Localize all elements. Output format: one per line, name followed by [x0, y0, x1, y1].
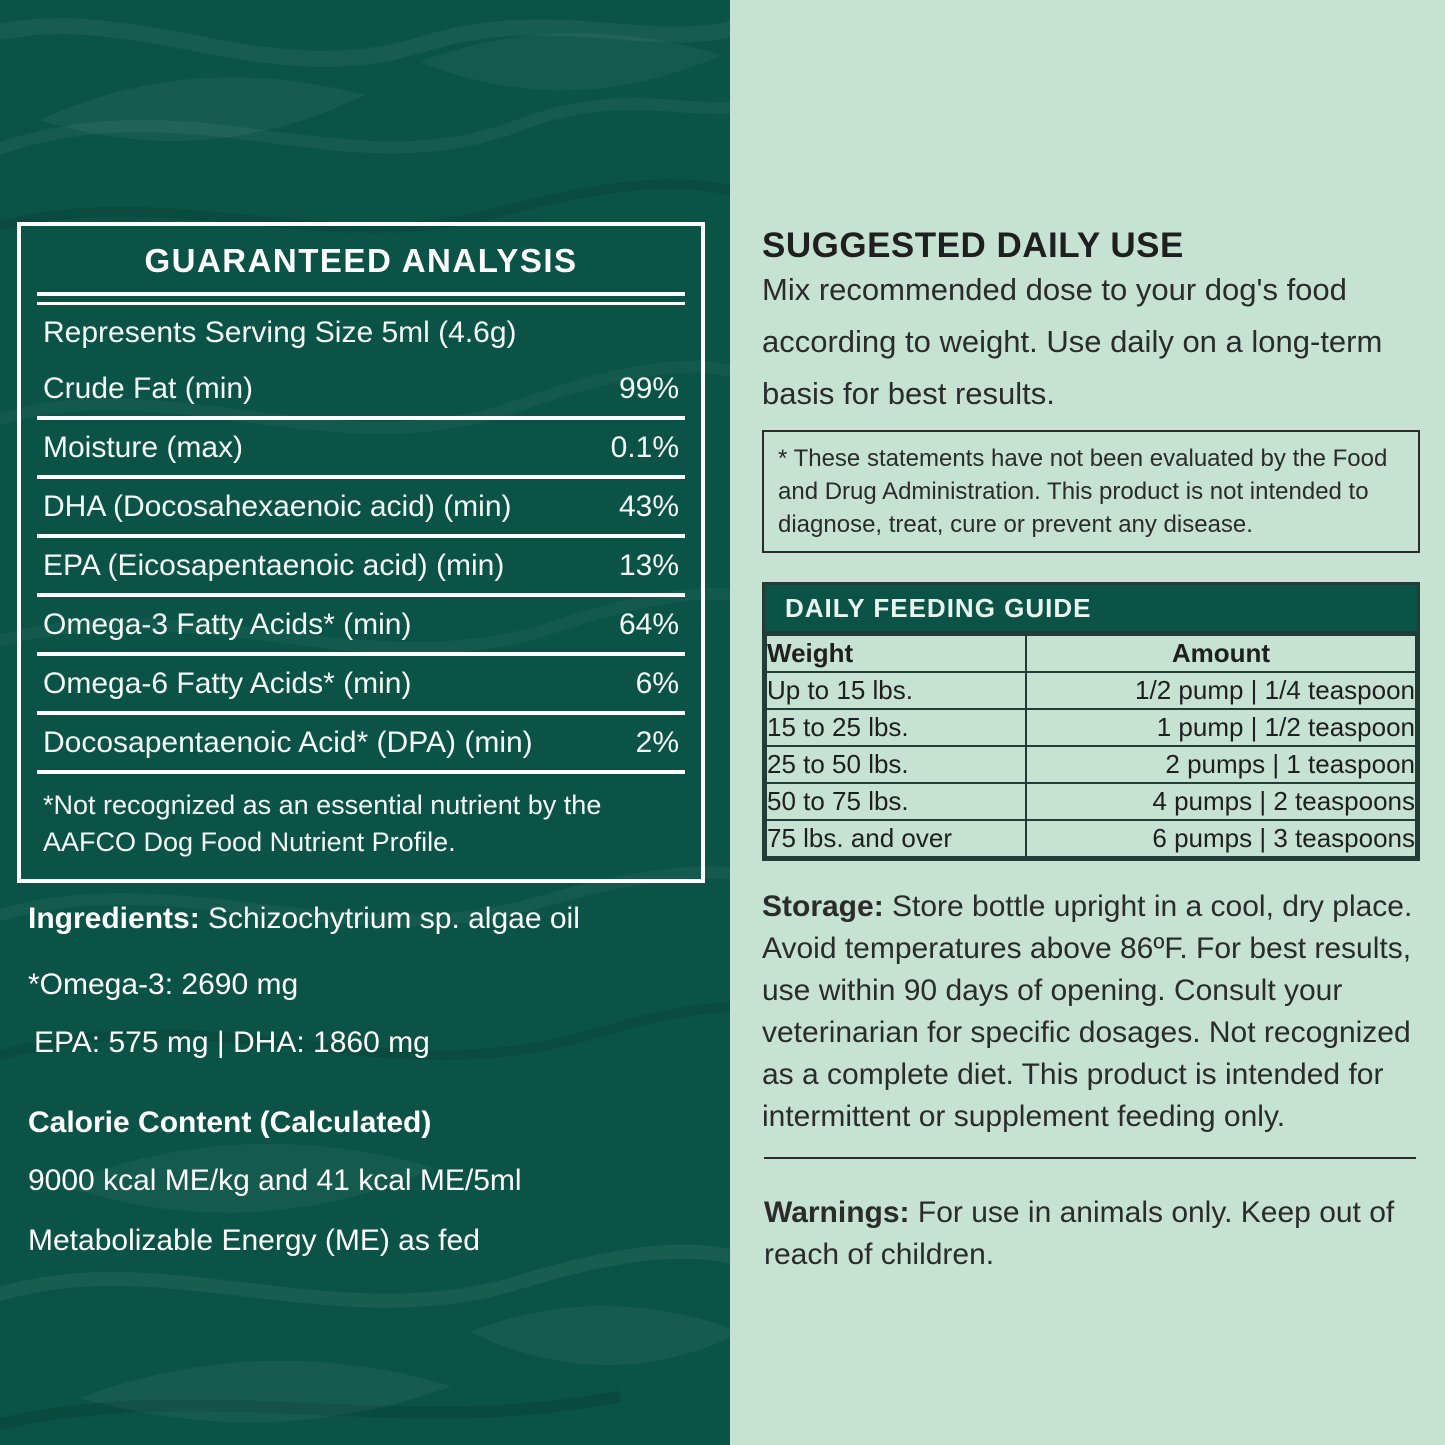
- analysis-row-value: 0.1%: [610, 430, 679, 464]
- ingredients-line: [28, 902, 712, 936]
- weight-cell: Up to 15 lbs.: [766, 672, 1026, 709]
- weight-cell: 75 lbs. and over: [766, 820, 1026, 857]
- guaranteed-analysis-table: [17, 222, 705, 883]
- analysis-row-label: Docosapentaenoic Acid* (DPA) (min): [43, 725, 533, 759]
- ingredients-value: Schizochytrium sp. algae oil: [208, 902, 580, 935]
- feeding-guide-row: [766, 709, 1416, 746]
- calorie-content-line2: Metabolizable Energy (ME) as fed: [28, 1224, 480, 1257]
- omega3-line: *Omega-3: 2690 mg: [28, 968, 299, 1001]
- feeding-guide-title: DAILY FEEDING GUIDE: [765, 585, 1417, 634]
- analysis-footnote: *Not recognized as an essential nutrient by the AAFCO Dog Food Nutrient Profile.: [43, 790, 602, 857]
- analysis-row: [21, 420, 701, 475]
- analysis-row-label: Crude Fat (min): [43, 371, 254, 405]
- analysis-row-label: Omega-3 Fatty Acids* (min): [43, 607, 412, 641]
- analysis-row-label: DHA (Docosahexaenoic acid) (min): [43, 489, 512, 523]
- calorie-content-heading: Calorie Content (Calculated): [28, 1106, 432, 1139]
- warnings-label: Warnings:: [764, 1196, 910, 1229]
- feeding-guide-header-row: [766, 635, 1416, 672]
- amount-cell: 1 pump | 1/2 teaspoon: [1026, 709, 1416, 746]
- analysis-row-value: 6%: [635, 666, 679, 700]
- column-header-weight: Weight: [766, 635, 1026, 672]
- column-header-amount: Amount: [1026, 635, 1416, 672]
- right-panel: [730, 0, 1445, 1445]
- calorie-content-line1: 9000 kcal ME/kg and 41 kcal ME/5ml: [28, 1164, 522, 1197]
- amount-cell: 1/2 pump | 1/4 teaspoon: [1026, 672, 1416, 709]
- weight-cell: 15 to 25 lbs.: [766, 709, 1026, 746]
- weight-cell: 25 to 50 lbs.: [766, 746, 1026, 783]
- analysis-row: [21, 538, 701, 593]
- analysis-row: [21, 597, 701, 652]
- analysis-row: [21, 361, 701, 416]
- amount-cell: 4 pumps | 2 teaspoons: [1026, 783, 1416, 820]
- storage-label: Storage:: [762, 890, 884, 923]
- analysis-row-label: Omega-6 Fatty Acids* (min): [43, 666, 412, 700]
- serving-size-text: Represents Serving Size 5ml (4.6g): [43, 316, 517, 349]
- feeding-guide-row: [766, 746, 1416, 783]
- feeding-guide-row: [766, 672, 1416, 709]
- analysis-row-value: 2%: [635, 725, 679, 759]
- storage-paragraph: [762, 886, 1422, 1138]
- daily-use-instructions: Mix recommended dose to your dog's food according to weight. Use daily on a long-term basis for best results.: [762, 272, 1383, 411]
- storage-text: Store bottle upright in a cool, dry place. Avoid temperatures above 86ºF. For best results, use within 90 days of opening. Consult your veterinarian for specific dosages. Not recognized as a complete diet. This product is intended for intermittent or supplement feeding only.: [762, 890, 1413, 1133]
- analysis-row-value: 64%: [618, 607, 679, 641]
- serving-size-row: [21, 305, 701, 361]
- feeding-guide-row: [766, 783, 1416, 820]
- weight-cell: 50 to 75 lbs.: [766, 783, 1026, 820]
- analysis-row: [21, 715, 701, 770]
- ingredients-label: Ingredients:: [28, 902, 200, 935]
- daily-feeding-guide: [762, 582, 1420, 861]
- left-info-block: [28, 902, 712, 1258]
- analysis-row-value: 13%: [618, 548, 679, 582]
- analysis-row-label: Moisture (max): [43, 430, 244, 464]
- suggested-daily-use-heading: SUGGESTED DAILY USE: [762, 226, 1184, 265]
- analysis-row-value: 99%: [618, 371, 679, 405]
- epa-dha-line: EPA: 575 mg | DHA: 1860 mg: [34, 1026, 430, 1059]
- feeding-guide-row: [766, 820, 1416, 857]
- amount-cell: 2 pumps | 1 teaspoon: [1026, 746, 1416, 783]
- warnings-paragraph: [764, 1192, 1404, 1276]
- feeding-guide-table: [765, 634, 1417, 858]
- guaranteed-analysis-title: GUARANTEED ANALYSIS: [144, 242, 578, 279]
- title-divider: [37, 292, 685, 305]
- analysis-row-value: 43%: [618, 489, 679, 523]
- amount-cell: 6 pumps | 3 teaspoons: [1026, 820, 1416, 857]
- fda-disclaimer-box: * These statements have not been evaluated by the Food and Drug Administration. This product is not intended to diagnose, treat, cure or prevent any disease.: [762, 430, 1420, 553]
- analysis-row: [21, 656, 701, 711]
- analysis-row-label: EPA (Eicosapentaenoic acid) (min): [43, 548, 505, 582]
- analysis-row: [21, 479, 701, 534]
- warnings-text: For use in animals only. Keep out of reach of children.: [764, 1196, 1395, 1271]
- section-divider-line: [764, 1157, 1416, 1159]
